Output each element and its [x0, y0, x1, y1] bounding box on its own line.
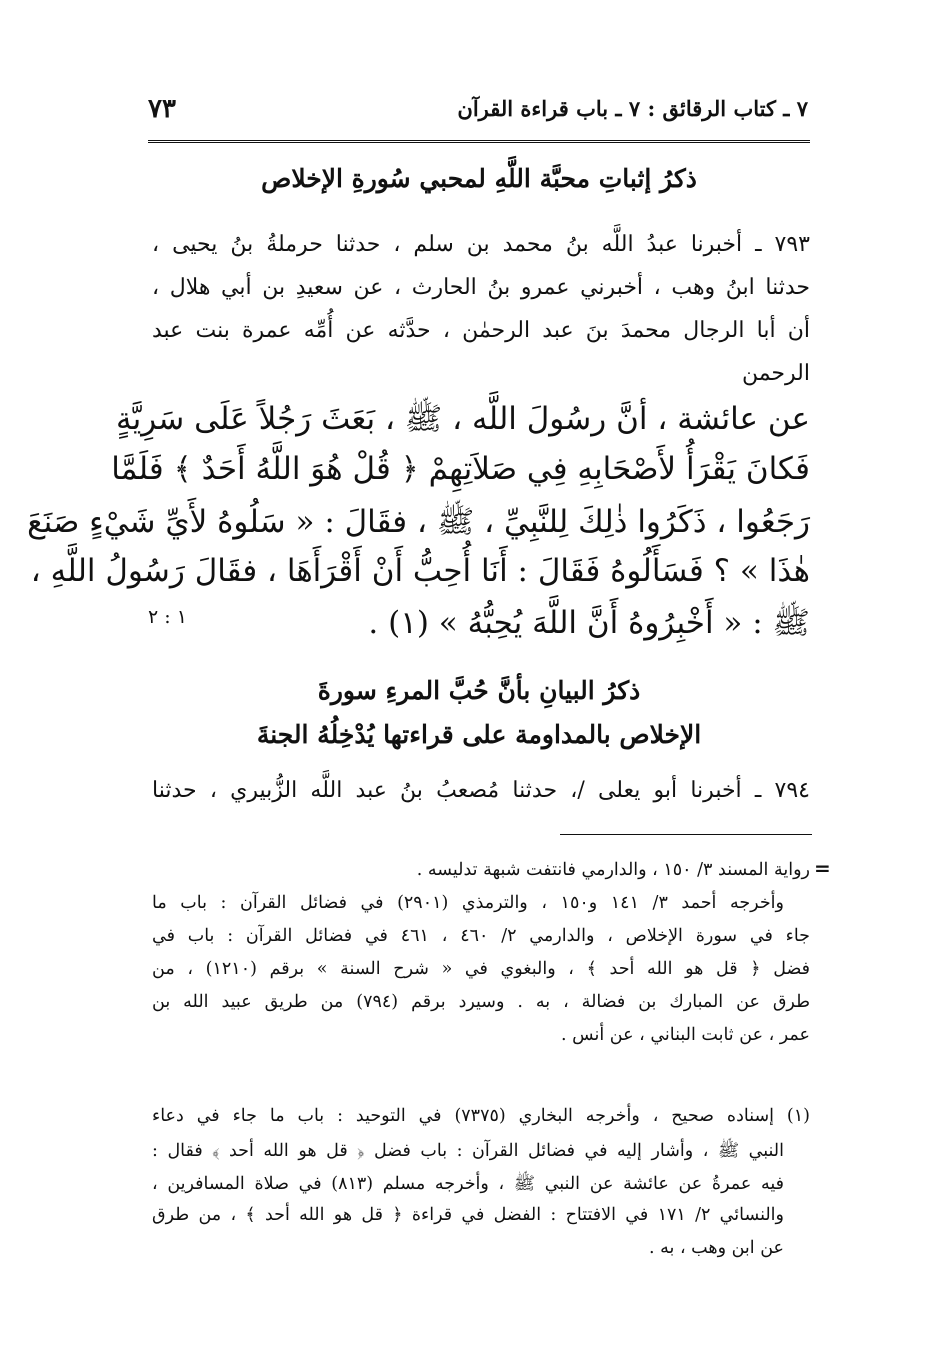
- page-number: ٧٣: [148, 94, 176, 124]
- footnote-line: طرق عن المبارك بن فضالة ، به . وسيرد برقم (٧٩٤) من طريق عبيد الله بن: [152, 992, 810, 1012]
- hadith-line: فَكانَ يَقْرَأُ لأَصْحَابِهِ فِي صَلاَتِهِمْ ﴿ قُلْ هُوَ اللَّهُ أَحَدٌ ﴾ فَلَمَّا: [111, 451, 810, 487]
- isnad-line: ٧٩٣ ـ أخبرنا عبدُ اللَّه بنُ محمد بن سلم ، حدثنا حرملةُ بنُ يحيى ،: [152, 232, 810, 257]
- footnote-line: فضل ﴿ قل هو الله أحد ﴾ ، والبغوي في « شرح السنة » برقم (١٢١٠) ، من: [152, 959, 811, 979]
- section-heading: ذكرُ إثباتِ محبَّة اللَّهِ لمحبي سُورةِ الإخلاص: [261, 164, 697, 193]
- footnote-line: عن ابن وهب ، به .: [649, 1238, 784, 1258]
- header-rule: [148, 140, 810, 143]
- footnote-line: جاء في سورة الإخلاص ، والدارمي ٢/ ٤٦٠ ، ٤٦١ في فضائل القرآن : باب في: [152, 926, 810, 946]
- isnad-line: الرحمن: [741, 361, 810, 386]
- page-header: [148, 96, 808, 132]
- running-head: ٧ ـ كتاب الرقائق : ٧ ـ باب قراءة القرآن: [457, 96, 808, 121]
- section-heading-continued: الإخلاص بالمداومة على قراءتها يُدْخِلُهُ الجنةَ: [256, 720, 702, 749]
- footnote-line: فيه عمرةُ عن عائشة عن النبي ﷺ ، وأخرجه مسلم (٨١٣) في صلاة المسافرين ،: [152, 1174, 784, 1194]
- section-heading: ذكرُ البيانِ بأنَّ حُبَّ المرءِ سورةَ: [317, 676, 641, 705]
- hadith-line: ﷺ : « أَخْبِرُوهُ أَنَّ اللَّهَ يُحِبُّهُ » (١) .: [368, 605, 810, 641]
- isnad-line: ٧٩٤ ـ أخبرنا أبو يعلى /، حدثنا مُصعبُ بنُ عبد اللَّه الزُّبيري ، حدثنا: [152, 778, 810, 803]
- isnad-line: حدثنا ابنُ وهب ، أخبرني عمرو بنُ الحارث ، عن سعيدِ بن أبي هلال ،: [152, 275, 810, 300]
- footnote-line: عمر ، عن ثابت البناني ، عن أنس .: [561, 1025, 810, 1045]
- footnote-line: النبي ﷺ ، وأشار إليه في فضائل القرآن : باب فضل ﴿ قل هو الله أحد ﴾ فقال :: [152, 1141, 784, 1161]
- footnote-line: (١) إسناده صحيح ، وأخرجه البخاري (٧٣٧٥) في التوحيد : باب ما جاء في دعاء: [152, 1106, 810, 1126]
- footnote-line: رواية المسند ٣/ ١٥٠ ، والدارمي فانتفت شبهة تدليسه .: [416, 860, 810, 880]
- isnad-line: أن أبا الرجال محمدَ بنَ عبد الرحمٰن ، حدَّثه عن أُمِّه عمرة بنت عبد: [152, 318, 810, 343]
- hadith-line: هٰذَا » ؟ فَسَأَلُوهُ فَقَالَ : أَنَا أُحِبُّ أَنْ أَقْرَأَهَا ، فقَالَ رَسُولُ اللَّهِ ،: [30, 553, 810, 589]
- hadith-line: رَجَعُوا ، ذَكَرُوا ذٰلِكَ لِلنَّبِيِّ ، ﷺ ، فقَالَ : « سَلُوهُ لأَيِّ شَيْءٍ صَنَعَ: [27, 504, 810, 540]
- footnote-continuation-marker: =: [814, 856, 831, 880]
- margin-reference: ١ : ٢: [148, 606, 187, 628]
- footnote-divider: [560, 834, 812, 835]
- footnote-line: وأخرجه أحمد ٣/ ١٤١ و١٥٠ ، والترمذي (٢٩٠١) في فضائل القرآن : باب ما: [152, 893, 784, 913]
- hadith-line: عن عائشة ، أنَّ رسُولَ اللَّه ، ﷺ ، بَعَثَ رَجُلاً عَلَى سَرِيَّةٍ: [115, 401, 810, 437]
- footnote-line: والنسائي ٢/ ١٧١ في الافتتاح : الفضل في قراءة ﴿ قل هو الله أحد ﴾ ، من طرق: [152, 1205, 784, 1225]
